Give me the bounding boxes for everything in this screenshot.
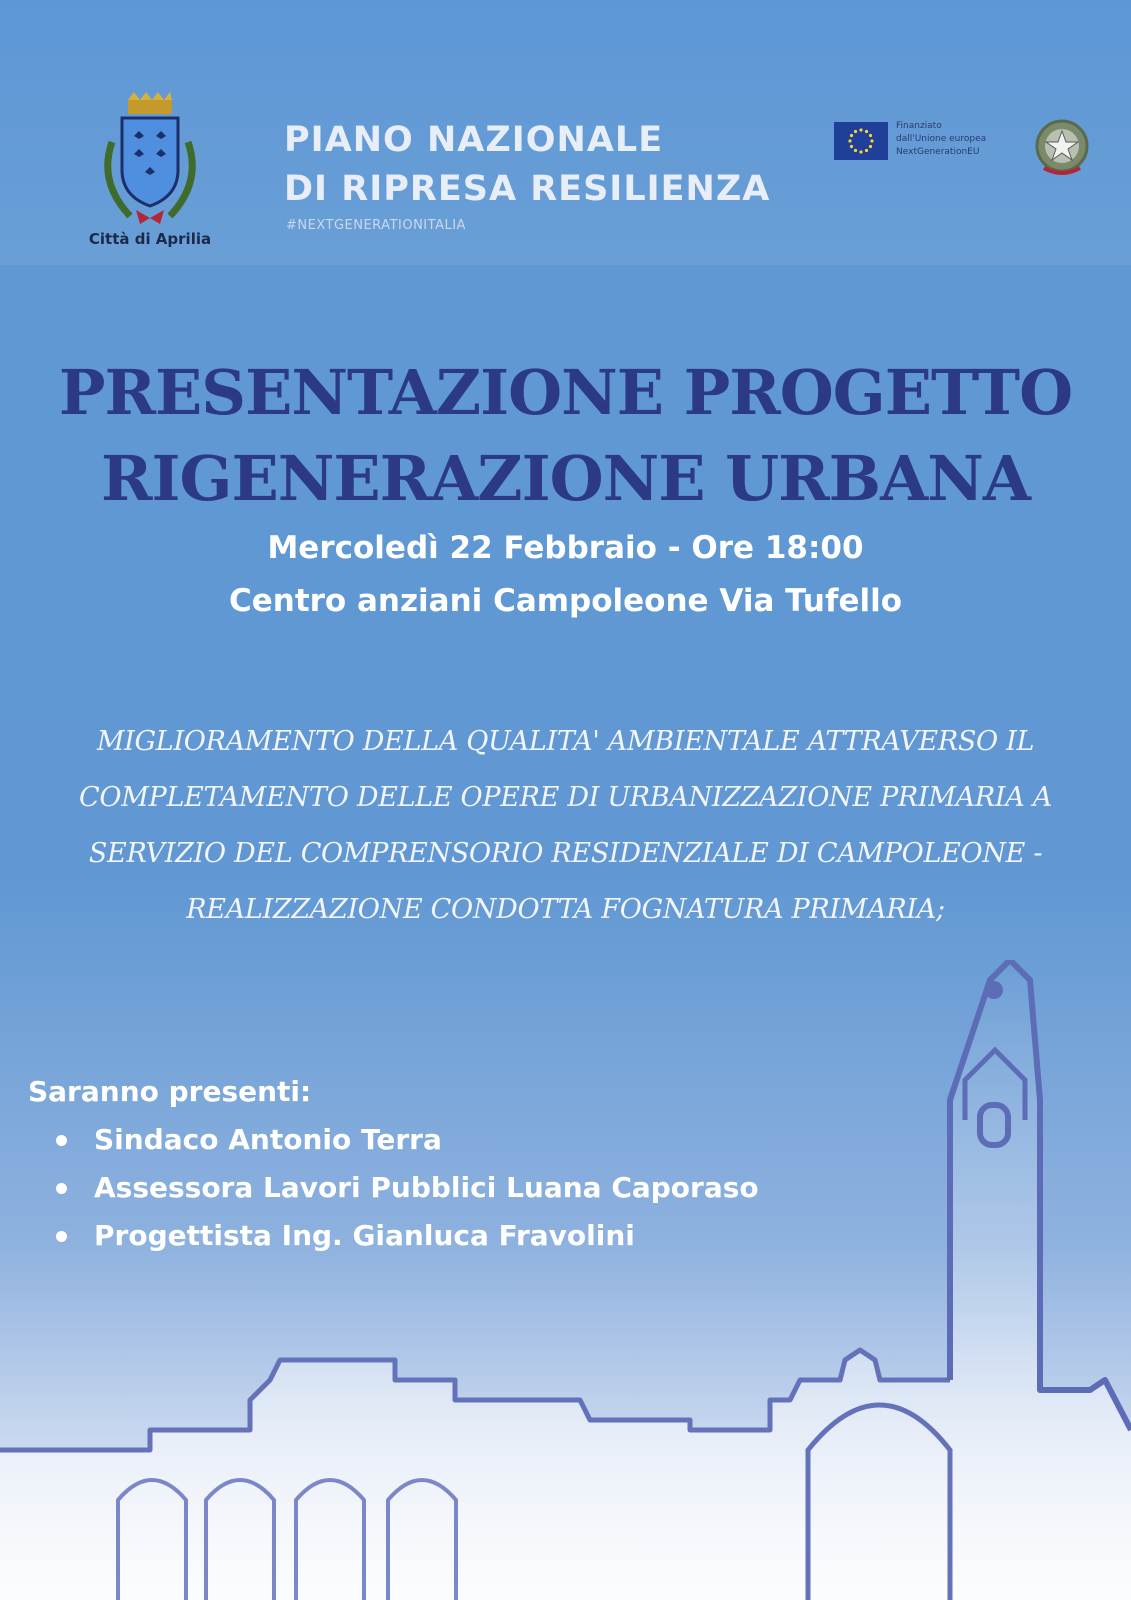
eu-funding-line-1: Finanziato — [896, 121, 942, 131]
project-description — [20, 714, 1111, 938]
eu-funding-text — [896, 120, 1016, 159]
pnrr-title — [284, 116, 770, 214]
presenters-list — [28, 1116, 928, 1260]
main-title — [0, 350, 1131, 522]
list-item: Sindaco Antonio Terra — [28, 1116, 928, 1164]
pnrr-title-line-1: PIANO NAZIONALE — [284, 120, 664, 160]
description-line-3: SERVIZIO DEL COMPRENSORIO RESIDENZIALE DI CAMPOLEONE - — [88, 838, 1043, 869]
pnrr-hashtag: #NEXTGENERATIONITALIA — [286, 218, 466, 233]
event-datetime: Mercoledì 22 Febbraio - Ore 18:00 — [267, 530, 864, 566]
eu-funding-line-3: NextGenerationEU — [896, 147, 980, 157]
italian-republic-emblem-icon — [1034, 118, 1090, 180]
presenters-section — [28, 1068, 928, 1260]
description-line-4: REALIZZAZIONE CONDOTTA FOGNATURA PRIMARIA; — [186, 894, 945, 925]
list-item: Progettista Ing. Gianluca Fravolini — [28, 1212, 928, 1260]
event-location: Centro anziani Campoleone Via Tufello — [228, 583, 903, 619]
eu-funding-line-2: dall'Unione europea — [896, 134, 987, 144]
presenters-heading: Saranno presenti: — [28, 1075, 312, 1108]
description-line-2: COMPLETAMENTO DELLE OPERE DI URBANIZZAZIONE PRIMARIA A — [79, 782, 1052, 813]
skyline-illustration — [0, 960, 1131, 1600]
eu-flag-icon — [834, 122, 888, 160]
main-title-line-2: RIGENERAZIONE URBANA — [101, 442, 1030, 515]
city-name-label: Città di Aprilia — [88, 230, 212, 248]
description-line-1: MIGLIORAMENTO DELLA QUALITA' AMBIENTALE ATTRAVERSO IL — [96, 726, 1035, 757]
event-info — [0, 522, 1131, 628]
list-item: Assessora Lavori Pubblici Luana Caporaso — [28, 1164, 928, 1212]
city-crest-icon — [90, 92, 210, 232]
pnrr-title-line-2: DI RIPRESA RESILIENZA — [284, 169, 771, 209]
main-title-line-1: PRESENTAZIONE PROGETTO — [58, 356, 1073, 429]
